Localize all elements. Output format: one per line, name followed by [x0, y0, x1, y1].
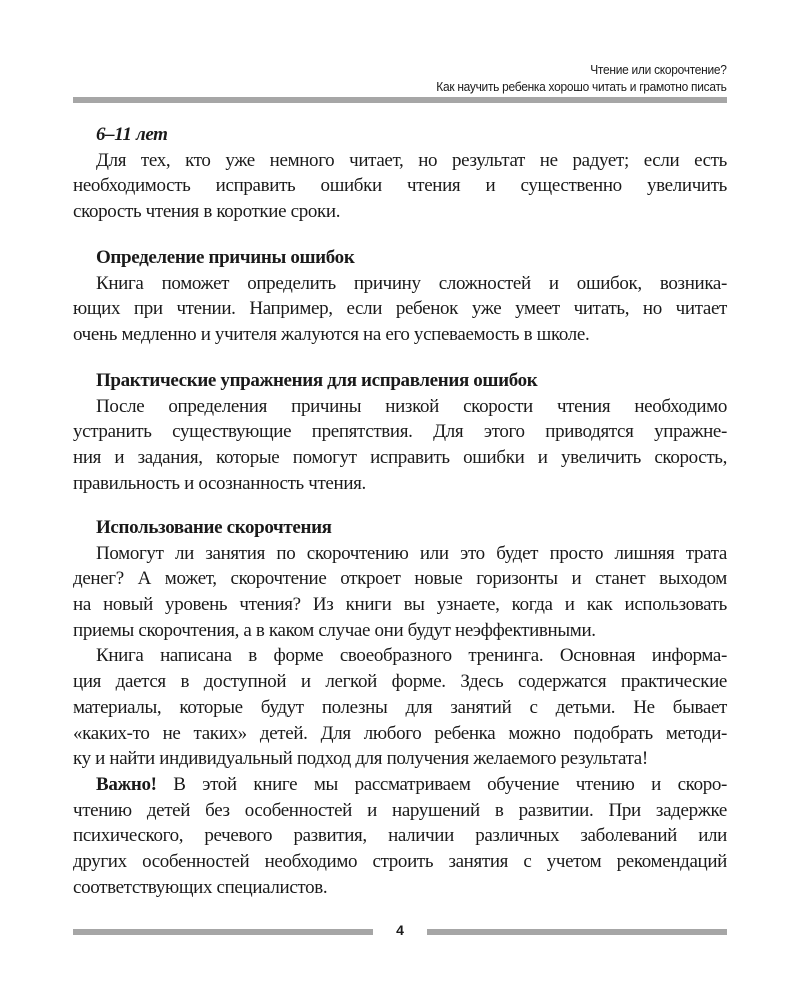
book-subtitle: Как научить ребенка хорошо читать и грамотно писать	[436, 79, 727, 94]
section	[73, 245, 727, 348]
section	[73, 515, 727, 900]
header-divider	[73, 97, 727, 103]
text-line: на новый уровень чтения? Из книги вы узнаете, когда и как использовать	[73, 594, 727, 616]
running-header	[437, 62, 727, 94]
text-line: Книга написана в форме своеобразного тренинга. Основная информа-	[96, 645, 727, 667]
text-line: Книга поможет определить причину сложностей и ошибок, возника-	[96, 272, 727, 294]
text-line: Помогут ли занятия по скорочтению или это будет просто лишняя трата	[96, 542, 727, 564]
text-line: необходимость исправить ошибки чтения и существенно увеличить	[73, 175, 727, 197]
section	[73, 368, 727, 496]
text-line: ку и найти индивидуальный подход для получения желаемого результата!	[73, 748, 648, 770]
important-label: Важно!	[96, 773, 157, 795]
section-heading: Практические упражнения для исправления ошибок	[96, 370, 538, 391]
footer-divider-left	[73, 929, 373, 935]
text-line: очень медленно и учителя жалуются на его успеваемость в школе.	[73, 324, 590, 346]
book-title: Чтение или скорочтение?	[590, 62, 727, 77]
text-line: Для тех, кто уже немного читает, но результат не радует; если есть	[96, 149, 727, 171]
text-line: ния и задания, которые помогут исправить ошибки и увеличить скорость,	[73, 447, 727, 469]
text-line: чтению детей без особенностей и нарушений в развитии. При задержке	[73, 799, 727, 821]
text-line: устранить существующие препятствия. Для этого приводятся упражне-	[73, 421, 727, 443]
text-line: ющих при чтении. Например, если ребенок уже умеет читать, но читает	[73, 298, 727, 320]
page-number: 4	[396, 922, 404, 938]
text-line: «каких-то не таких» детей. Для любого ребенка можно подобрать методи-	[73, 722, 727, 744]
important-note-line	[73, 772, 727, 798]
section-heading: Определение причины ошибок	[96, 247, 355, 268]
text-line: ция дается в доступной и легкой форме. Здесь содержатся практические	[73, 671, 727, 693]
text-span: В этой книге мы рассматриваем обучение чтению и скоро-	[156, 773, 727, 795]
text-line: правильность и осознанность чтения.	[73, 472, 366, 494]
footer-divider-right	[427, 929, 727, 935]
section	[73, 122, 727, 225]
section-heading: Использование скорочтения	[96, 517, 332, 538]
text-line: психического, речевого развития, наличии различных заболеваний или	[73, 825, 727, 847]
text-line: материалы, которые будут полезны для занятий с детьми. Не бывает	[73, 696, 727, 718]
text-line: приемы скорочтения, а в каком случае они будут неэффективными.	[73, 619, 596, 641]
text-line: После определения причины низкой скорости чтения необходимо	[96, 395, 727, 417]
section-heading: 6–11 лет	[96, 124, 168, 145]
text-line: соответствующих специалистов.	[73, 876, 328, 898]
text-line: денег? А может, скорочтение откроет новые горизонты и станет выходом	[73, 568, 727, 590]
text-line: скорость чтения в короткие сроки.	[73, 201, 341, 223]
text-line: других особенностей необходимо строить занятия с учетом рекомендаций	[73, 850, 727, 872]
